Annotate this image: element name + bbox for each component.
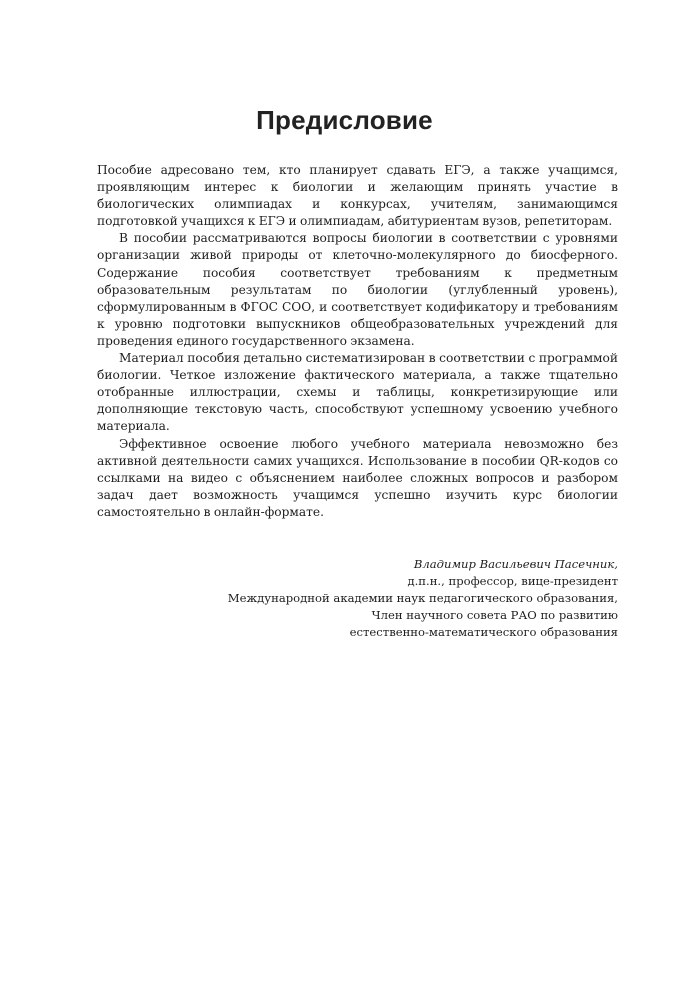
signature-academy: Международной академии наук педагогического образования, (227, 591, 618, 605)
signature-author: Владимир Васильевич Пасечник, (413, 557, 618, 571)
signature-council: Член научного совета РАО по развитию (371, 608, 618, 622)
preface-body (97, 162, 618, 521)
page-title: Предисловие (256, 105, 433, 135)
signature-block (98, 556, 618, 641)
paragraph-qr-codes: Эффективное освоение любого учебного материала невозможно без активной деятельности самих учащихся. Использование в пособии QR-кодов со ссылками на видео с объяснением наиболее сложных вопросов и разбором задач дает возможность учащимся успешно изучить курс биологии самостоятельно в онлайн-формате. (97, 436, 618, 519)
signature-degree: д.п.н., профессор, вице-президент (407, 574, 618, 588)
paragraph-material: Материал пособия детально систематизирован в соответствии с программой биологии. Четкое изложение фактического материала, а также тщательно отобранные иллюстрации, схемы и таблицы, конкретизирующие или дополняющие текстовую часть, способствуют успешному усвоению учебного материала. (97, 351, 618, 434)
paragraph-content: В пособии рассматриваются вопросы биологии в соответствии с уровнями организации живой природы от клеточно-молекулярного до биосферного. Содержание пособия соответствует требованиям к предметным образовательным результатам по биологии (углубленный уровень), сформулированным в ФГОС СОО, и соответствует кодификатору и требованиям к уровню подготовки выпускников общеобразовательных учреждений для проведения единого государственного экзамена. (97, 231, 618, 348)
paragraph-intro: Пособие адресовано тем, кто планирует сдавать ЕГЭ, а также учащимся, проявляющим интерес к биологии и желающим принять участие в биологических олимпиадах и конкурсах, учителям, занимающимся подготовкой учащихся к ЕГЭ и олимпиадам, абитуриентам вузов, репетиторам. (97, 163, 618, 229)
signature-field: естественно-математического образования (349, 625, 618, 639)
